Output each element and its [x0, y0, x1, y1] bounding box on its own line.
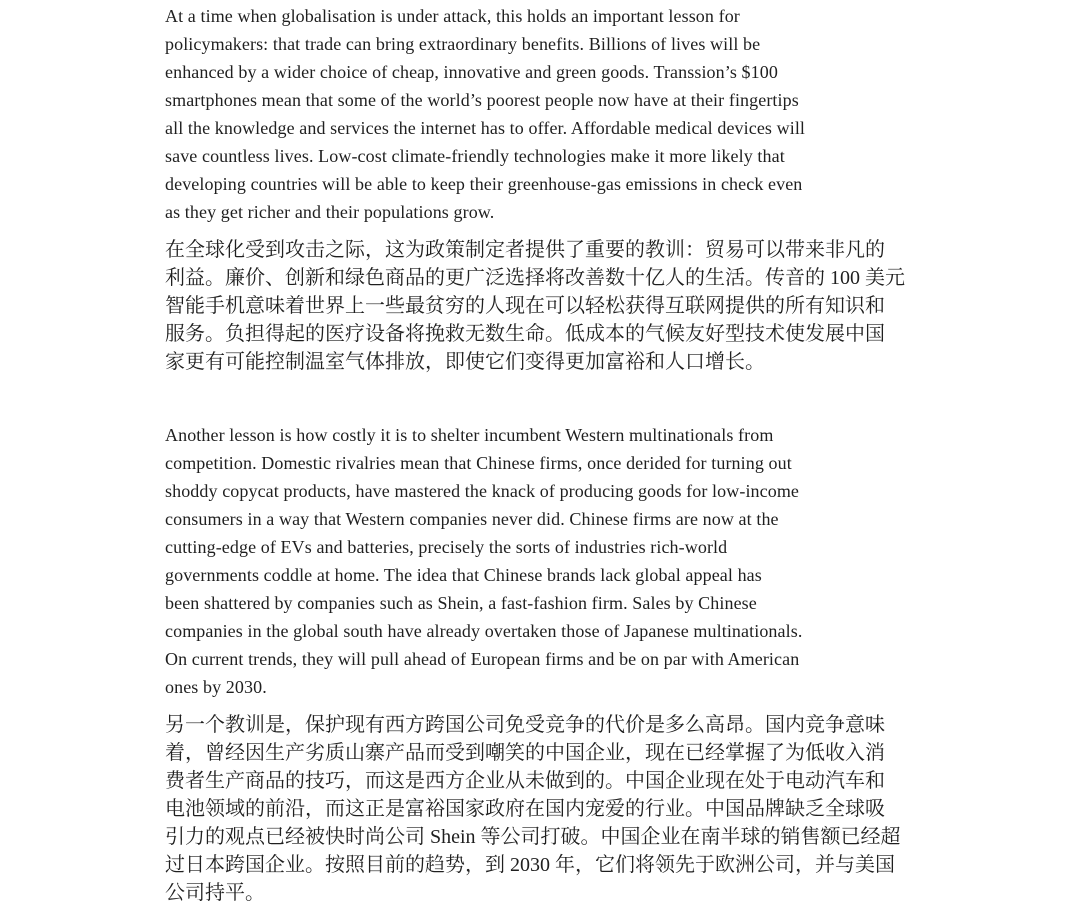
text-line: smartphones mean that some of the world’s poorest people now have at their fingertips [165, 90, 799, 110]
text-line: ones by 2030. [165, 677, 267, 697]
article-body [165, 2, 910, 907]
paragraph-english-2 [165, 421, 910, 701]
text-line: cutting-edge of EVs and batteries, precisely the sorts of industries rich-world [165, 537, 728, 557]
text-line: been shattered by companies such as Shein, a fast-fashion firm. Sales by Chinese [165, 593, 757, 613]
text-line: 利益。廉价、创新和绿色商品的更广泛选择将改善数十亿人的生活。传音的 100 美元 [165, 267, 905, 289]
text-line: 电池领域的前沿，而这正是富裕国家政府在国内宠爱的行业。中国品牌缺乏全球吸 [165, 798, 885, 820]
text-line: competition. Domestic rivalries mean that Chinese firms, once derided for turning out [165, 453, 792, 473]
text-line: At a time when globalisation is under attack, this holds an important lesson for [165, 6, 740, 26]
text-line: governments coddle at home. The idea that Chinese brands lack global appeal has [165, 565, 762, 585]
text-line: companies in the global south have already overtaken those of Japanese multinationals. [165, 621, 803, 641]
text-line: 另一个教训是，保护现有西方跨国公司免受竞争的代价是多么高昂。国内竞争意味 [165, 714, 885, 736]
text-line: 引力的观点已经被快时尚公司 Shein 等公司打破。中国企业在南半球的销售额已经超 [165, 826, 901, 848]
text-line: 在全球化受到攻击之际，这为政策制定者提供了重要的教训：贸易可以带来非凡的 [165, 239, 885, 261]
text-line: 公司持平。 [165, 882, 265, 904]
paragraph-english-1 [165, 2, 910, 226]
text-line: 家更有可能控制温室气体排放，即使它们变得更加富裕和人口增长。 [165, 351, 765, 373]
text-line: enhanced by a wider choice of cheap, innovative and green goods. Transsion’s $100 [165, 62, 778, 82]
paragraph-chinese-translation-2 [165, 711, 910, 907]
text-line: policymakers: that trade can bring extraordinary benefits. Billions of lives will be [165, 34, 761, 54]
text-line: consumers in a way that Western companies never did. Chinese firms are now at the [165, 509, 779, 529]
text-line: 智能手机意味着世界上一些最贫穷的人现在可以轻松获得互联网提供的所有知识和 [165, 295, 885, 317]
text-line: save countless lives. Low-cost climate-friendly technologies make it more likely that [165, 146, 785, 166]
text-line: 服务。负担得起的医疗设备将挽救无数生命。低成本的气候友好型技术使发展中国 [165, 323, 885, 345]
text-line: 费者生产商品的技巧，而这是西方企业从未做到的。中国企业现在处于电动汽车和 [165, 770, 885, 792]
text-line: developing countries will be able to keep their greenhouse-gas emissions in check even [165, 174, 803, 194]
text-line: 着，曾经因生产劣质山寨产品而受到嘲笑的中国企业，现在已经掌握了为低收入消 [165, 742, 885, 764]
text-line: 过日本跨国企业。按照目前的趋势，到 2030 年，它们将领先于欧洲公司，并与美国 [165, 854, 895, 876]
text-line: Another lesson is how costly it is to shelter incumbent Western multinationals from [165, 425, 774, 445]
text-line: shoddy copycat products, have mastered the knack of producing goods for low-income [165, 481, 800, 501]
text-line: On current trends, they will pull ahead of European firms and be on par with American [165, 649, 800, 669]
text-line: all the knowledge and services the internet has to offer. Affordable medical devices will [165, 118, 806, 138]
text-line: as they get richer and their populations grow. [165, 202, 495, 222]
paragraph-chinese-translation-1 [165, 236, 910, 376]
